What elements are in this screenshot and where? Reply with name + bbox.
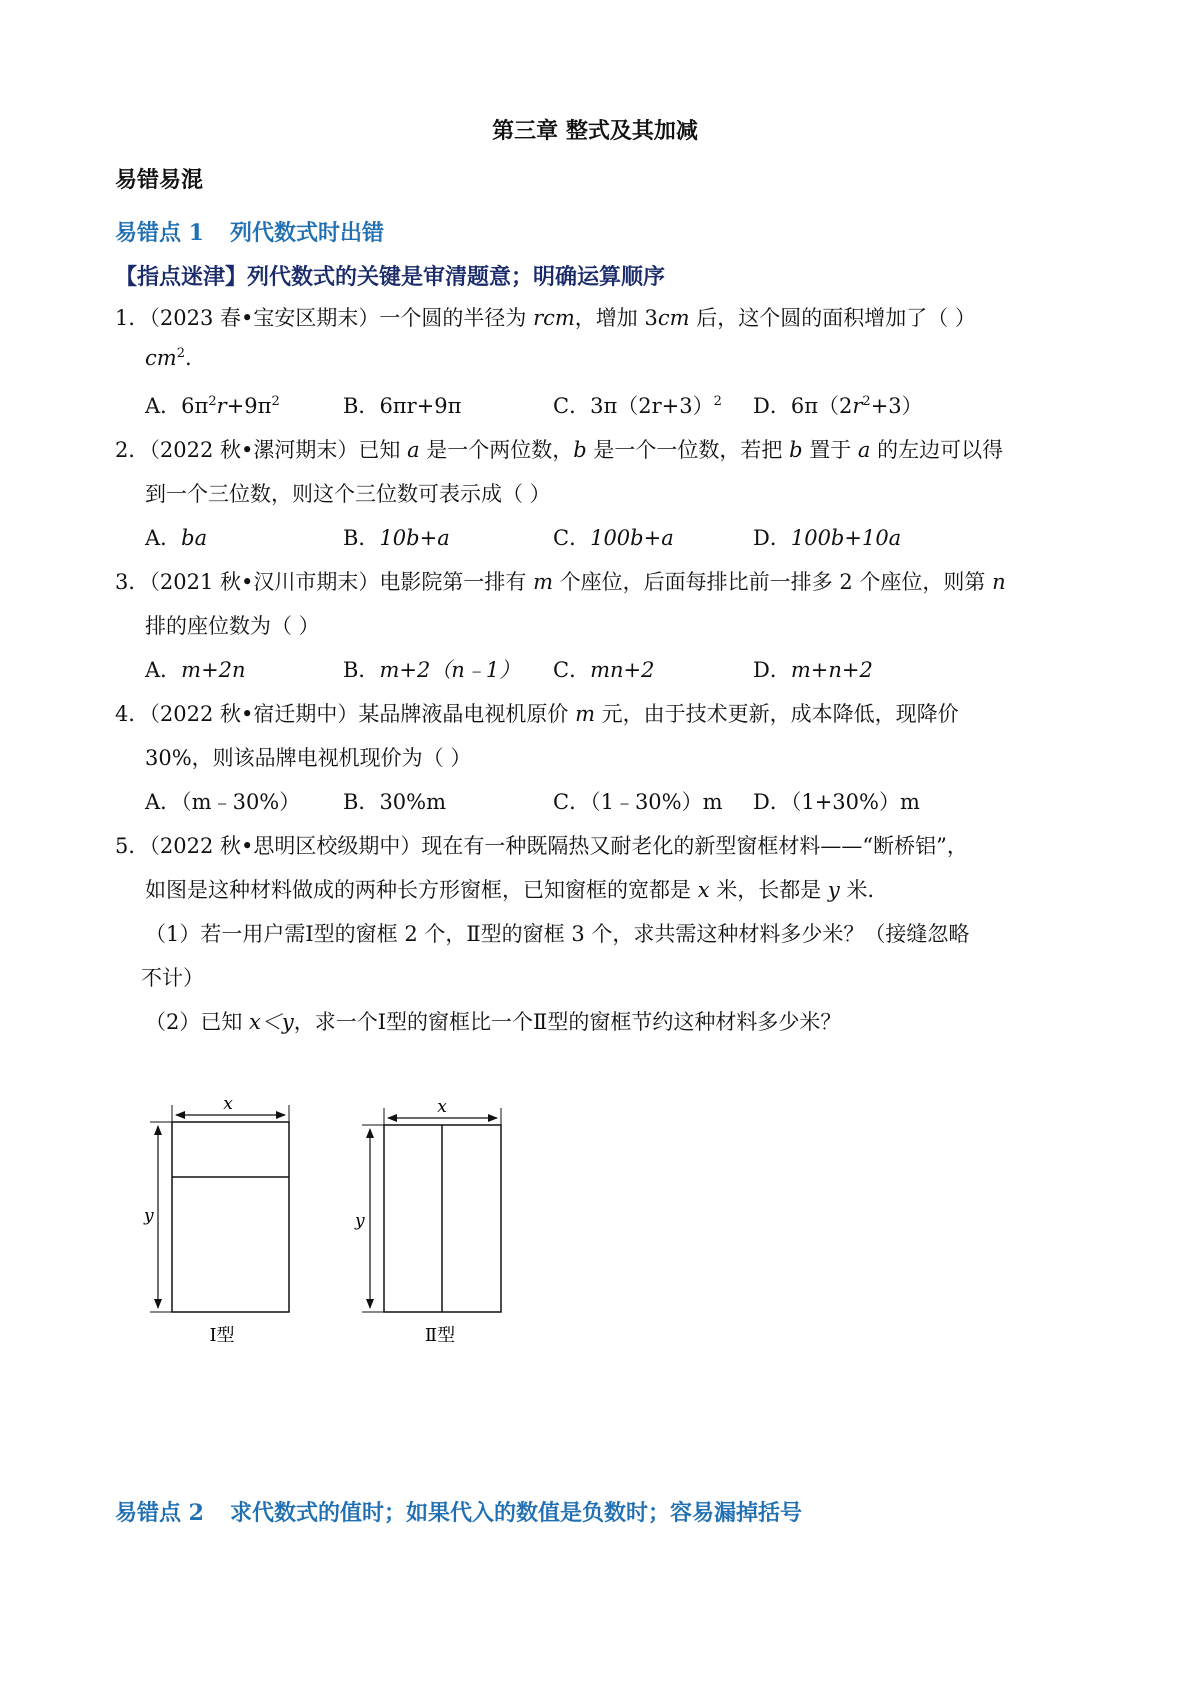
question-3-line-2: 排的座位数为（ ） [145, 614, 320, 638]
q4-option-c[interactable]: C．（1﹣30%）m [553, 790, 723, 814]
q4-option-d[interactable]: D．（1+30%）m [753, 790, 920, 814]
tip-text: 列代数式的关键是审清题意；明确运算顺序 [247, 264, 666, 290]
q3-option-a[interactable]: A．m+2n [145, 658, 246, 682]
q2-option-d[interactable]: D．100b+10a [753, 526, 902, 550]
question-1-line-2: $cm^2$. [145, 346, 192, 370]
error-point-1-text: 列代数式时出错 [229, 220, 384, 246]
window-frames-figure [140, 1095, 520, 1355]
question-4-line-1: 4．（2022 秋•宿迁期中）某品牌液晶电视机原价 m 元，由于技术更新，成本降低，现降价 [115, 702, 959, 726]
type-2-width-label: x [437, 1097, 447, 1117]
q1-option-c[interactable]: C．$3\pi(2r+3)^2$ [553, 394, 722, 418]
q1-option-b[interactable]: B．6πr+9π [343, 394, 462, 418]
question-1-line-1: 1．（2023 春•宝安区期末）一个圆的半径为 rcm，增加 3cm 后，这个圆的面积增加了（ ） [115, 306, 976, 330]
q4-option-a[interactable]: A．（m﹣30%） [145, 790, 301, 814]
q2-option-c[interactable]: C．100b+a [553, 526, 674, 550]
q3-option-c[interactable]: C．mn+2 [553, 658, 655, 682]
question-5-sub2: （2）已知 x＜y，求一个Ⅰ型的窗框比一个Ⅱ型的窗框节约这种材料多少米？ [145, 1010, 842, 1034]
q4-option-b[interactable]: B．30%m [343, 790, 447, 814]
type-1-caption: Ⅰ型 [209, 1325, 235, 1346]
q1-option-a[interactable]: A．$6\pi^2r+9\pi^2$ [145, 394, 280, 418]
question-5-sub1-line-2: 不计） [141, 966, 204, 990]
question-5-line-2: 如图是这种材料做成的两种长方形窗框，已知窗框的宽都是 x 米，长都是 y 米． [145, 878, 889, 902]
type-1-height-label: y [144, 1206, 154, 1226]
q2-option-a[interactable]: A．ba [145, 526, 208, 550]
error-point-2-label: 易错点 2 [115, 1500, 204, 1526]
type-2-height-label: y [355, 1211, 365, 1231]
question-5-sub1-line-1: （1）若一用户需Ⅰ型的窗框 2 个，Ⅱ型的窗框 3 个，求共需这种材料多少米？（接缝忽略 [145, 922, 970, 946]
error-point-2 [115, 1496, 802, 1527]
question-5-line-1: 5．（2022 秋•思明区校级期中）现在有一种既隔热又耐老化的新型窗框材料——“断桥铝”， [115, 834, 968, 858]
tip-line [115, 260, 665, 291]
question-3-line-1: 3．（2021 秋•汉川市期末）电影院第一排有 m 个座位，后面每排比前一排多 2 个座位，则第 n [115, 570, 1006, 594]
question-2-line-2: 到一个三位数，则这个三位数可表示成（ ） [145, 482, 551, 506]
error-point-2-text: 求代数式的值时；如果代入的数值是负数时；容易漏掉括号 [229, 1500, 802, 1526]
q2-option-b[interactable]: B．10b+a [343, 526, 450, 550]
q1-option-d[interactable]: D．$6\pi(2r^2+3)$ [753, 394, 923, 418]
error-point-1 [115, 216, 384, 247]
question-4-line-2: 30%，则该品牌电视机现价为（ ） [145, 746, 472, 770]
question-2-line-1: 2．（2022 秋•漯河期末）已知 a 是一个两位数，b 是一个一位数，若把 b 置于 a 的左边可以得 [115, 438, 1004, 462]
section-heading: 易错易混 [115, 167, 204, 193]
q3-option-d[interactable]: D．m+n+2 [753, 658, 873, 682]
tip-bracket: 【指点迷津】 [115, 264, 248, 290]
type-1-width-label: x [223, 1095, 233, 1114]
type-1-frame [143, 1095, 289, 1346]
error-point-1-label: 易错点 1 [115, 220, 204, 246]
type-2-caption: Ⅱ型 [424, 1325, 456, 1346]
q3-option-b[interactable]: B．m+2（n﹣1） [343, 658, 521, 682]
type-2-frame [354, 1097, 501, 1346]
page-title: 第三章 整式及其加减 [492, 118, 698, 144]
